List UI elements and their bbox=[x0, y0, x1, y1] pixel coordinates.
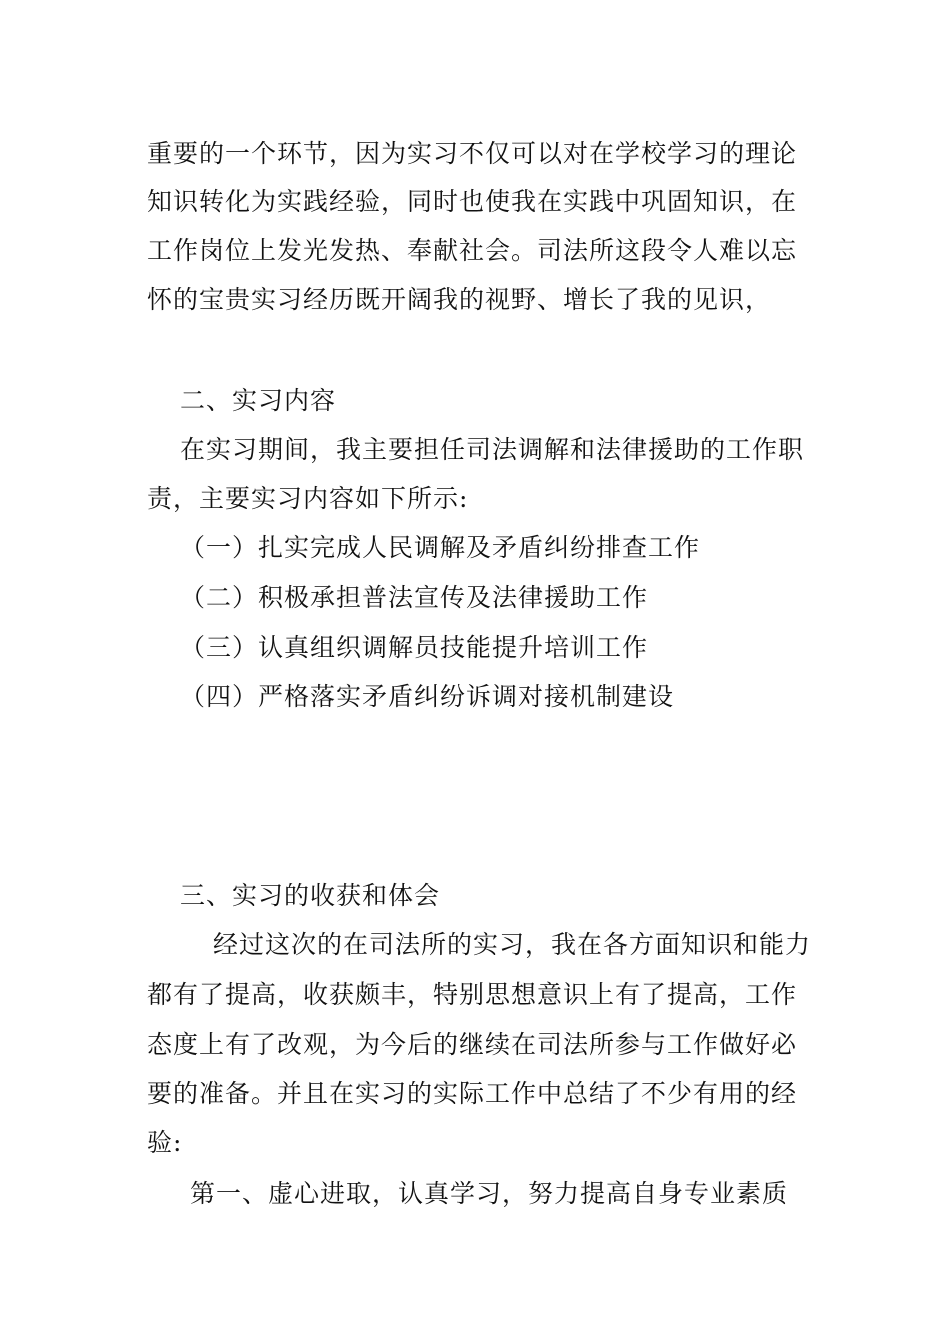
list-item: （一）扎实完成人民调解及矛盾纠纷排查工作 bbox=[180, 533, 701, 562]
intro-line-4: 怀的宝贵实习经历既开阔我的视野、增长了我的见识， bbox=[147, 285, 772, 314]
section-two-paragraph-line-1: 在实习期间，我主要担任司法调解和法律援助的工作职 bbox=[180, 435, 805, 464]
section-three-paragraph-line-1: 经过这次的在司法所的实习，我在各方面知识和能力 bbox=[213, 930, 812, 959]
intro-line-2: 知识转化为实践经验，同时也使我在实践中巩固知识，在 bbox=[147, 187, 798, 216]
intro-line-3: 工作岗位上发光发热、奉献社会。司法所这段令人难以忘 bbox=[147, 236, 798, 265]
section-three-paragraph-line-4: 要的准备。并且在实习的实际工作中总结了不少有用的经 bbox=[147, 1079, 798, 1108]
point-one: 第一、虚心进取，认真学习，努力提高自身专业素质 bbox=[190, 1179, 789, 1208]
section-three-heading: 三、实习的收获和体会 bbox=[180, 881, 441, 910]
intro-line-1: 重要的一个环节，因为实习不仅可以对在学校学习的理论 bbox=[147, 139, 798, 168]
section-two-paragraph-line-2: 责，主要实习内容如下所示: bbox=[147, 484, 469, 513]
section-three-paragraph-line-3: 态度上有了改观，为今后的继续在司法所参与工作做好必 bbox=[147, 1030, 798, 1059]
list-item: （四）严格落实矛盾纠纷诉调对接机制建设 bbox=[180, 682, 675, 711]
section-three-paragraph-line-5: 验: bbox=[147, 1128, 183, 1157]
list-item: （三）认真组织调解员技能提升培训工作 bbox=[180, 633, 649, 662]
list-item: （二）积极承担普法宣传及法律援助工作 bbox=[180, 583, 649, 612]
section-two-heading: 二、实习内容 bbox=[180, 386, 337, 415]
section-three-paragraph-line-2: 都有了提高，收获颇丰，特别思想意识上有了提高，工作 bbox=[147, 980, 798, 1009]
